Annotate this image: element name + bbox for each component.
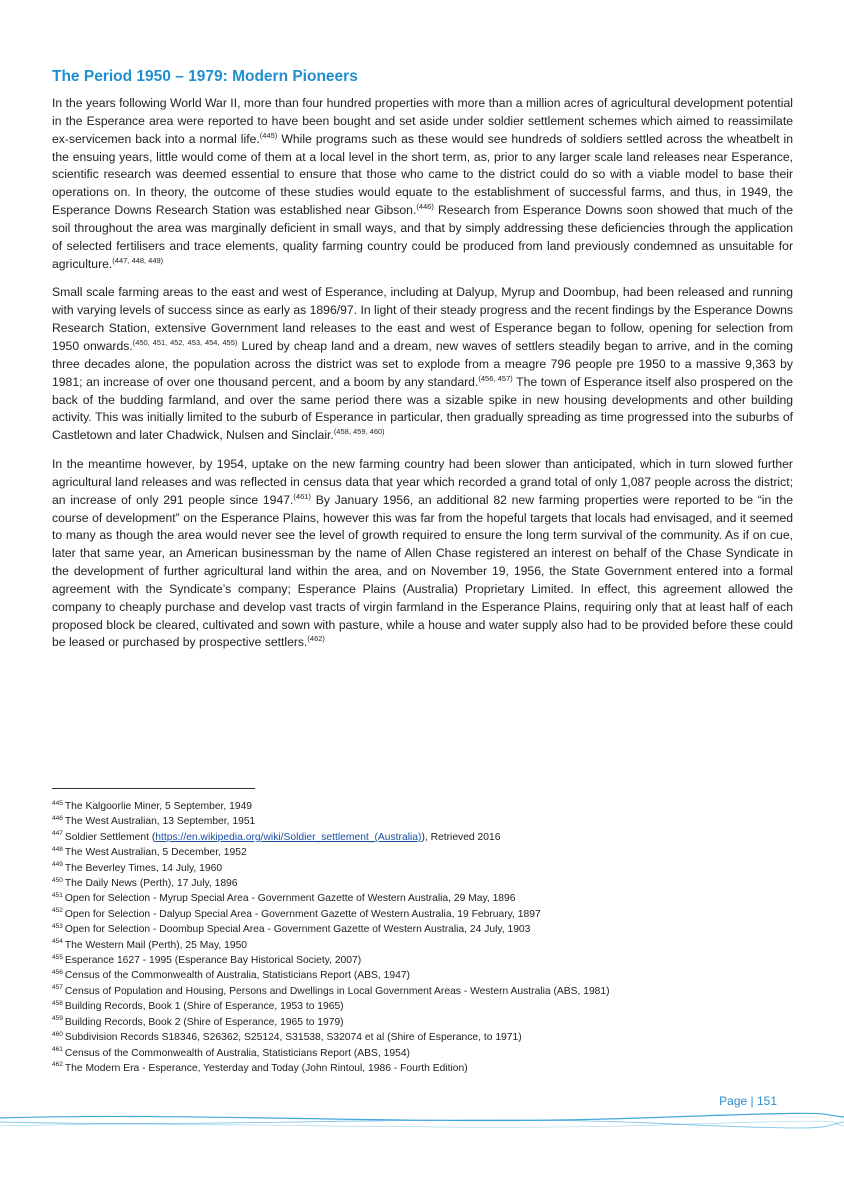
paragraph-text: In the years following World War II, more than four hundred properties with more than a million acres of agricultural development potential in the Esperance area were reported to have been bought and set aside under soldier settlement schemes which aimed to reassimilate ex-servicemen back into a normal life.	[52, 96, 793, 146]
footnote-number: 455	[52, 953, 63, 961]
footnote-number: 460	[52, 1030, 63, 1038]
citation-ref: (456, 457)	[478, 373, 513, 383]
footnote-item	[52, 861, 792, 876]
paragraph-text: The town of Esperance itself also prospered on the back of the budding farmland, and over the same period there was a sizable spike in new housing developments and other building activity. This was initially limited to the suburb of Esperance in particular, then gradually spreading as time progressed into the suburbs of Castletown and later Chadwick, Nulsen and Sinclair.	[52, 374, 793, 443]
footnote-item	[52, 891, 792, 906]
footnote-text: Census of Population and Housing, Persons and Dwellings in Local Government Areas - Western Australia (ABS, 1981)	[64, 985, 610, 997]
footnote-text: The Daily News (Perth), 17 July, 1896	[64, 878, 238, 890]
page-number: Page | 151	[719, 1094, 777, 1108]
footnote-item	[52, 953, 792, 968]
footnote-item	[52, 1030, 792, 1045]
footnote-number: 461	[52, 1046, 63, 1054]
paragraph-1	[52, 95, 793, 273]
footnote-text: Esperance 1627 - 1995 (Esperance Bay Historical Society, 2007)	[64, 955, 362, 967]
footnote-item	[52, 938, 792, 953]
footnote-item	[52, 799, 792, 814]
footnote-item	[52, 845, 792, 860]
footnote-text: Soldier Settlement (	[64, 831, 156, 843]
footnote-number: 451	[52, 892, 63, 900]
footnote-number: 452	[52, 907, 63, 915]
wave-line	[0, 1113, 844, 1120]
footnotes-list	[52, 799, 792, 1076]
citation-ref: (458, 459, 460)	[333, 427, 385, 437]
footnote-item	[52, 907, 792, 922]
footnote-number: 450	[52, 876, 63, 884]
footnote-item	[52, 814, 792, 829]
footnote-number: 458	[52, 999, 63, 1007]
paragraph-text: While programs such as these would see hundreds of soldiers settled across the wheatbelt in the ensuing years, little would come of them at a local level in the short term, as, prior to any larger scale land releases near Esperance, scientific research was deemed essential to ensure that those who came to the district could do so with a viable model to base their operations on. In theory, the outcome of these studies would equate to the establishment of successful farms, and thus, in 1949, the Esperance Downs Research Station was established near Gibson.	[52, 131, 793, 218]
footnote-item	[52, 968, 792, 983]
footnote-number: 448	[52, 845, 63, 853]
paragraph-text: Small scale farming areas to the east and west of Esperance, including at Dalyup, Myrup and Doombup, had been released and running with varying levels of success since as early as 1896/97. In light of their steady progress and the recent findings by the Esperance Downs Research Station, extensive Government land releases to the east and west of Esperance began to follow, opening for selection from 1950 onwards.	[52, 285, 793, 353]
footnote-item	[52, 999, 792, 1014]
footnote-text: The Western Mail (Perth), 25 May, 1950	[64, 939, 248, 951]
footnote-item	[52, 1061, 792, 1076]
citation-ref: (461)	[293, 491, 311, 501]
paragraph-3	[52, 456, 793, 652]
footnote-number: 459	[52, 1015, 63, 1023]
wikipedia-link[interactable]: https://en.wikipedia.org/wiki/Soldier_settlement_(Australia)	[155, 831, 422, 843]
footnote-text: The West Australian, 13 September, 1951	[64, 816, 256, 828]
paragraph-text: Research from Esperance Downs soon showed that much of the soil throughout the area was marginally deficient in small ways, and that by simply addressing these deficiencies through the application of selected fertilisers and trace elements, quality farming country could be produced from land previously condemned as unsuitable for agriculture.	[52, 203, 793, 271]
footnote-number: 454	[52, 938, 63, 946]
footnote-text: Building Records, Book 2 (Shire of Esperance, 1965 to 1979)	[64, 1016, 344, 1028]
page-title: The Period 1950 – 1979: Modern Pioneers	[52, 68, 358, 85]
footnote-text-suffix: ), Retrieved 2016	[421, 831, 501, 843]
citation-ref: (450, 451, 452, 453, 454, 455)	[132, 337, 238, 347]
footnote-text: The Modern Era - Esperance, Yesterday and Today (John Rintoul, 1986 - Fourth Edition)	[64, 1062, 468, 1074]
citation-ref: (445)	[259, 130, 278, 140]
footnote-item	[52, 1046, 792, 1061]
footnote-number: 445	[52, 799, 63, 807]
footnote-number: 456	[52, 969, 63, 977]
footnote-text: Census of the Commonwealth of Australia, Statisticians Report (ABS, 1947)	[64, 970, 410, 982]
footnote-text: The Kalgoorlie Miner, 5 September, 1949	[64, 801, 253, 812]
footnote-item	[52, 984, 792, 999]
footnote-number: 447	[52, 830, 63, 838]
body-text	[52, 95, 793, 663]
footnote-item	[52, 922, 792, 937]
paragraph-text: In the meantime however, by 1954, uptake on the new farming country had been slower than anticipated, which in turn slowed further agricultural land releases and was reflected in census data that year which recorded a grand total of only 1,087 people across the district; an increase of only 291 people since 1947.	[52, 457, 793, 507]
paragraph-text: By January 1956, an additional 82 new farming properties were reported to be “in the course of development” on the Esperance Plains, however this was far from the hopeful targets that locals had envisaged, and it seemed to many as though the area would never see the level of growth required to ensure the long term survival of the community. As if on cue, later that same year, an American businessman by the name of Allen Chase registered an interest on behalf of the Chase Syndicate in the development of further agricultural land within the area, and on November 19, 1956, the State Government entered into a formal agreement with the Syndicate’s company; Esperance Plains (Australia) Proprietary Limited. In effect, this agreement allowed the company to cheaply purchase and develop vast tracts of virgin farmland in the Esperance Plains, requiring only that at least half of each proposed block be cleared, cultivated and sown with pasture, while a house and water supply also had to be provided before these could be leased or purchased by prospective settlers.	[52, 492, 794, 650]
paragraph-text: Lured by cheap land and a dream, new waves of settlers steadily began to arrive, and in the coming three decades alone, the population across the district was set to explode from a meagre 796 people pre 1950 to a massive 9,363 by 1981; an increase of over one thousand percent, and a boom by any standard.	[52, 338, 794, 389]
citation-ref: (446)	[416, 202, 434, 211]
footnote-number: 449	[52, 861, 63, 869]
footnote-text: Open for Selection - Doombup Special Area - Government Gazette of Western Australia, 24 July, 1903	[64, 924, 531, 936]
footnote-number: 453	[52, 922, 63, 930]
footnote-divider	[52, 788, 255, 789]
footnote-text: The West Australian, 5 December, 1952	[64, 847, 247, 859]
footnote-item	[52, 876, 792, 891]
footnote-number: 462	[52, 1061, 63, 1069]
footnote-item	[52, 830, 792, 845]
footnote-text: Subdivision Records S18346, S26362, S25124, S31538, S32074 et al (Shire of Esperance, to 1971)	[64, 1032, 522, 1044]
wave-line	[0, 1121, 844, 1127]
citation-ref: (447, 448, 449)	[112, 255, 164, 265]
citation-ref: (462)	[307, 634, 325, 644]
footnote-text: Census of the Commonwealth of Australia, Statisticians Report (ABS, 1954)	[64, 1047, 410, 1059]
footnote-item	[52, 1015, 792, 1030]
footnote-text: The Beverley Times, 14 July, 1960	[64, 862, 223, 874]
footnote-text: Open for Selection - Dalyup Special Area - Government Gazette of Western Australia, 19 February, 1897	[64, 908, 541, 920]
footnote-number: 457	[52, 984, 63, 992]
paragraph-2	[52, 284, 793, 445]
footnote-number: 446	[52, 814, 63, 822]
footer-wave-decoration	[0, 1108, 844, 1138]
footnote-text: Building Records, Book 1 (Shire of Esperance, 1953 to 1965)	[64, 1001, 344, 1013]
footnote-text: Open for Selection - Myrup Special Area - Government Gazette of Western Australia, 29 May, 1896	[64, 893, 516, 905]
